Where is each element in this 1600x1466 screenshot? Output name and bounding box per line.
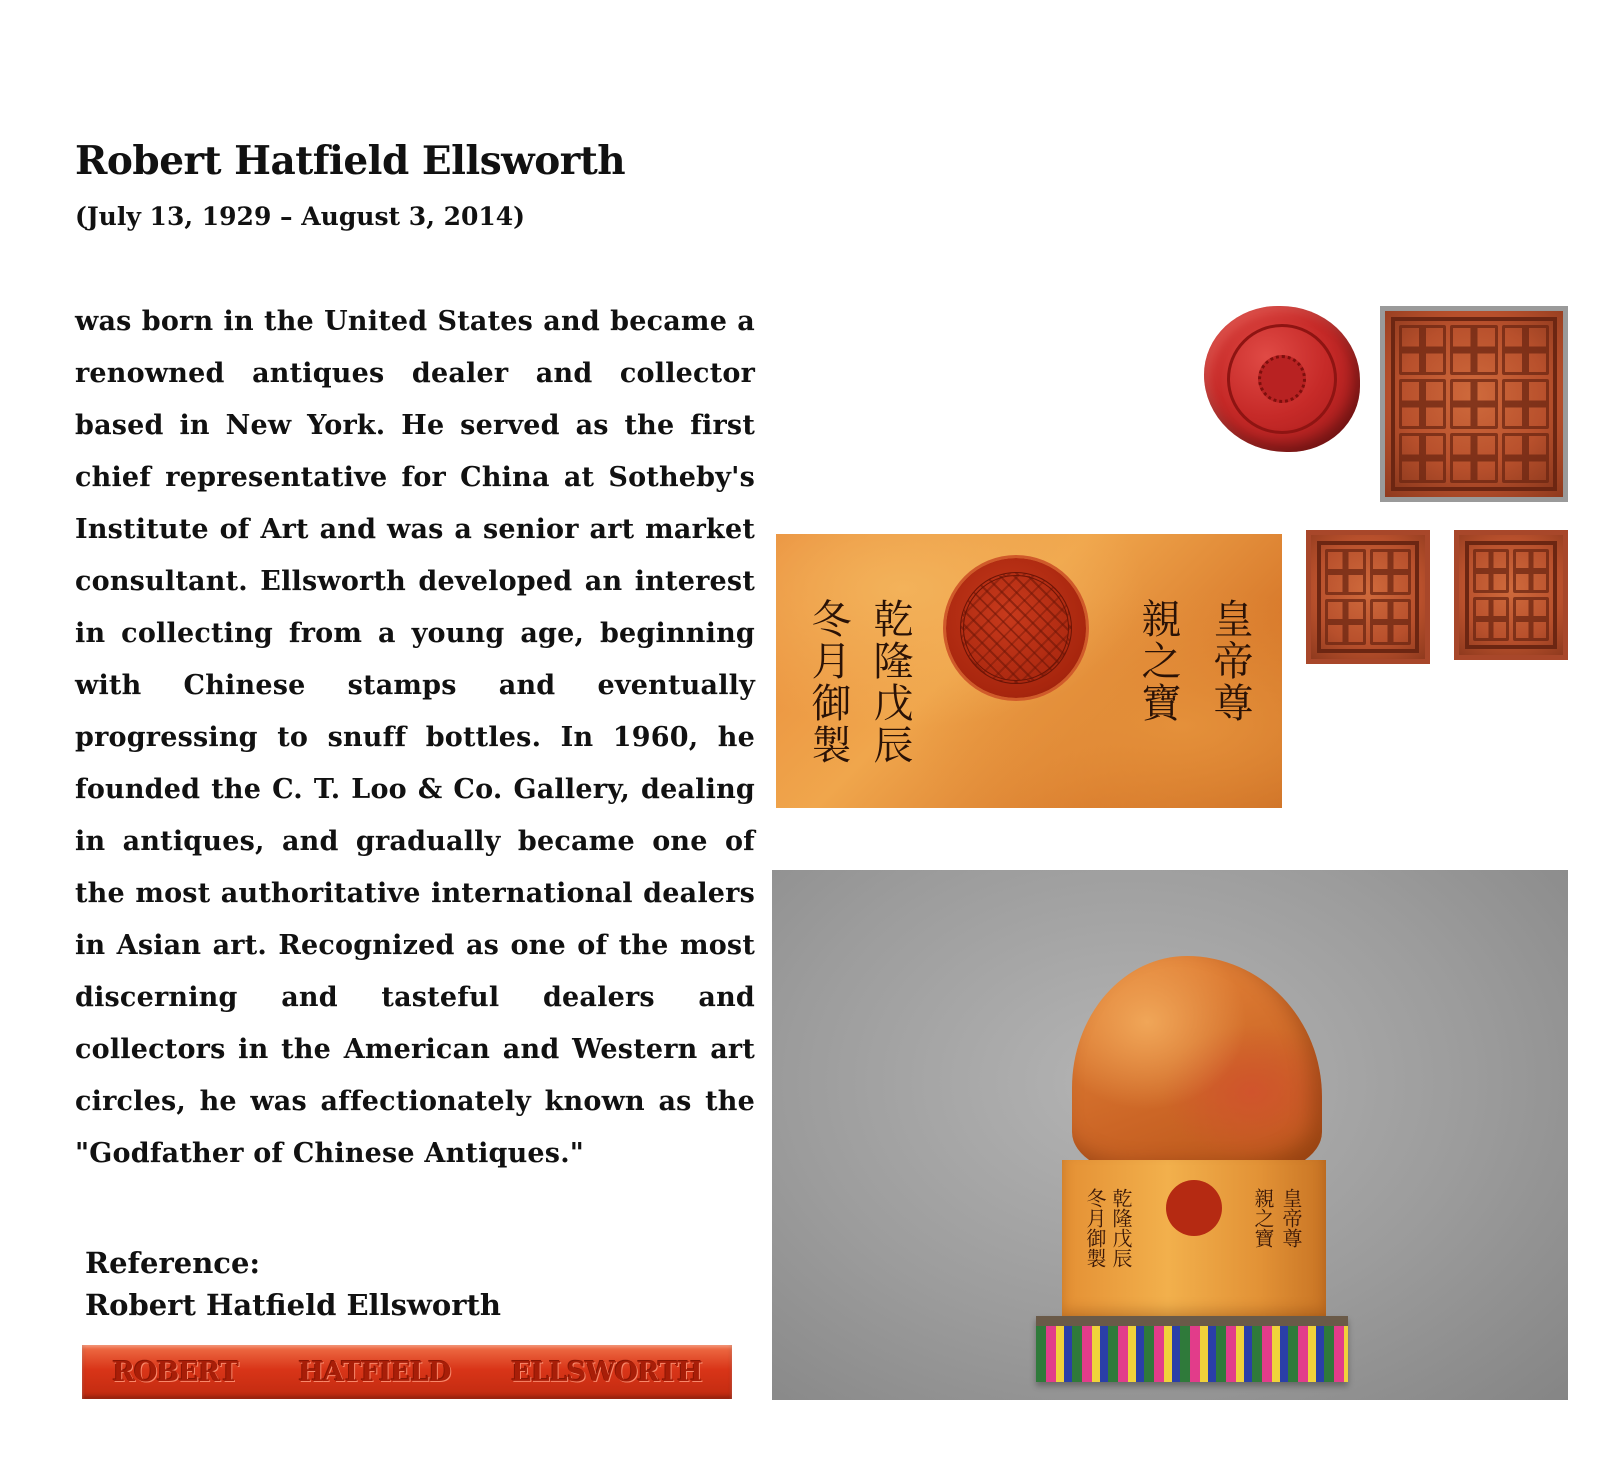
reference-name: Robert Hatfield Ellsworth [85,1288,501,1322]
seal-glyph [1399,379,1446,429]
seal-characters [1325,549,1411,645]
wax-seal-core [1258,355,1306,403]
seal-glyph [1450,379,1497,429]
seal-characters [1399,325,1549,483]
inscription-column: 乾隆戊辰 [1109,1188,1133,1268]
inscription-column: 冬月御製 [1083,1188,1107,1268]
inscription-column: 乾隆戊辰 [867,598,913,766]
inscription-column: 冬月御製 [805,598,851,766]
page-title: Robert Hatfield Ellsworth [75,138,626,184]
round-seal-pattern [960,572,1072,684]
square-seal-icon [1454,530,1568,660]
seal-characters [1473,549,1549,641]
seal-glyph [1370,549,1411,595]
seal-glyph [1502,325,1549,375]
seal-glyph [1325,549,1366,595]
seal-glyph [1325,599,1366,645]
seal-glyph [1450,325,1497,375]
round-seal-icon [946,558,1086,698]
inscription-column: 皇帝尊 [1207,598,1253,724]
ellsworth-stamp-strip [82,1345,732,1399]
strip-word-hatfield: HATFIELD [298,1356,451,1388]
wax-seal-icon [1204,306,1360,452]
embroidered-base [1036,1316,1348,1382]
inscription-column: 皇帝尊 [1279,1188,1303,1248]
seal-glyph [1513,549,1549,593]
biography-text: was born in the United States and became a renowned antiques dealer and collector based in New York. He served as the first chief representative for China at Sotheby's Institute of Art and was a senior art market consultant. Ellsworth developed an interest in collecting from a young age, beginning with Chinese stamps and eventually progressing to snuff bottles. In 1960, he founded the C. T. Loo & Co. Gallery, dealing in antiques, and gradually became one of the most authoritative international dealers in Asian art. Recognized as one of the most discerning and tasteful dealers and collectors in the American and Western art circles, he was affectionately known as the "Godfather of Chinese Antiques." [75,306,755,1169]
seal-glyph [1513,597,1549,641]
seal-block [1062,1160,1326,1318]
seal-glyph [1399,433,1446,483]
wax-seal-ring [1227,324,1337,434]
seal-glyph [1450,433,1497,483]
life-dates: (July 13, 1929 – August 3, 2014) [75,202,526,231]
seal-glyph [1502,379,1549,429]
square-seal-icon [1380,306,1568,502]
seal-glyph [1502,433,1549,483]
seal-glyph [1399,325,1446,375]
inscription-column: 親之寶 [1251,1188,1275,1248]
carved-seal-photo [772,870,1568,1400]
strip-word-ellsworth: ELLSWORTH [511,1356,702,1388]
seal-glyph [1473,597,1509,641]
inscription-column: 親之寶 [1135,598,1181,724]
seal-glyph [1473,549,1509,593]
square-seal-icon [1306,530,1430,664]
carved-finial [1072,956,1322,1176]
round-seal-icon [1166,1180,1222,1236]
seal-side-inscription [776,534,1282,808]
reference-label: Reference: [85,1246,261,1280]
seal-glyph [1370,599,1411,645]
strip-word-robert: ROBERT [112,1356,238,1388]
